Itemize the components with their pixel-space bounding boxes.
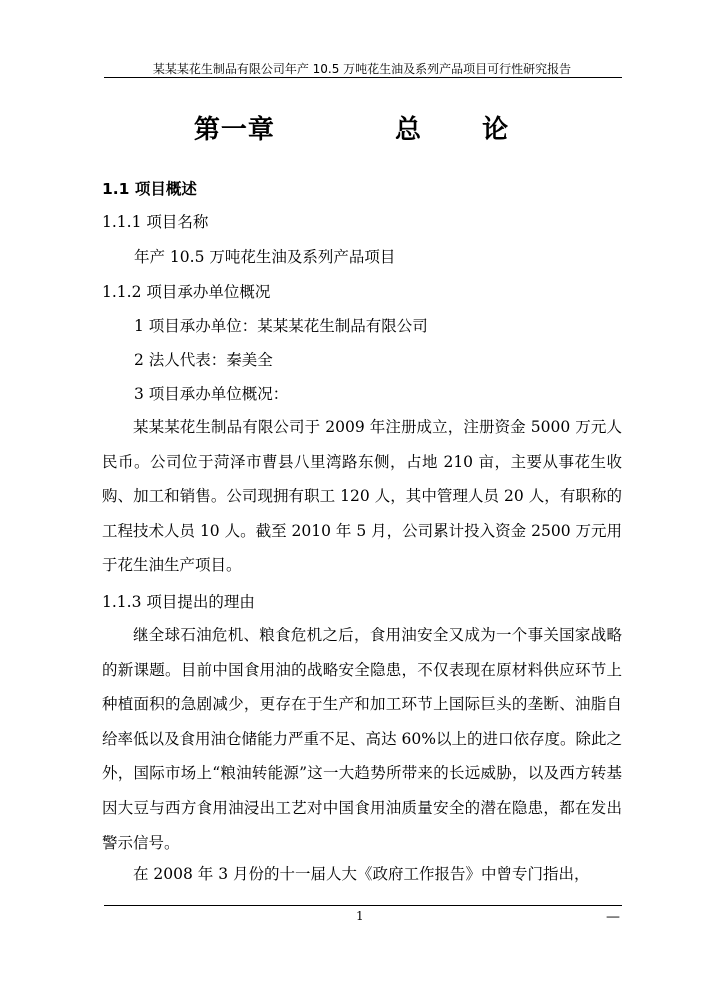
rationale-paragraph: 继全球石油危机、粮食危机之后，食用油安全又成为一个事关国家战略的新课题。目前中国食用油的战略安全隐患，不仅表现在原材料供应环节上种植面积的急剧减少，更存在于生产和加工环节上国际巨头的垄断、油脂自给率低以及食用油仓储能力严重不足、高达 60%以上的进口依存度。除此之外，国际市场上“粮油转能源”这一大趋势所带来的长远威胁，以及西方转基因大豆与西方食用油浸出工艺对中国食用油质量安全的潜在隐患，都在发出警示信号。 xyxy=(102,626,622,852)
chapter-title: 第一章 总 论 xyxy=(193,115,510,145)
subsection-heading-3: 1.1.3 项目提出的理由 xyxy=(102,593,255,611)
section-heading: 1.1 项目概述 xyxy=(102,180,197,198)
list-item: 2 法人代表：秦美全 xyxy=(134,351,273,369)
page-number: 1 xyxy=(356,909,364,923)
subsection-heading-1: 1.1.1 项目名称 xyxy=(102,213,209,231)
rationale-paragraph-continued: 在 2008 年 3 月份的十一届人大《政府工作报告》中曾专门指出， xyxy=(133,865,590,883)
company-overview-paragraph: 某某某花生制品有限公司于 2009 年注册成立，注册资金 5000 万元人民币。公司位于菏泽市曹县八里湾路东侧，占地 210 亩，主要从事花生收购、加工和销售。公司现拥有职工 120 人，其中管理人员 20 人，有职称的工程技术人员 10 人。截至 2010 年 5 月，公司累计投入资金 2500 万元用于花生油生产项目。 xyxy=(102,418,622,575)
footer-dash: — xyxy=(606,909,620,925)
project-name: 年产 10.5 万吨花生油及系列产品项目 xyxy=(134,248,396,266)
footer-divider xyxy=(104,905,622,906)
header-title: 某某某花生制品有限公司年产 10.5 万吨花生油及系列产品项目可行性研究报告 xyxy=(152,62,572,76)
header-divider xyxy=(104,77,622,78)
list-item: 1 项目承办单位：某某某花生制品有限公司 xyxy=(134,317,428,335)
list-item: 3 项目承办单位概况： xyxy=(134,385,289,403)
subsection-heading-2: 1.1.2 项目承办单位概况 xyxy=(102,283,271,301)
